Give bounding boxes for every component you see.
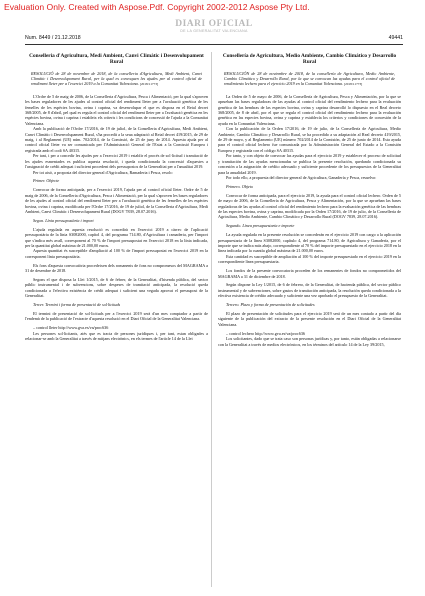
section-heading: Segundo. Línea presupuestaria e importe <box>226 223 295 229</box>
page-number: 49441 <box>388 35 403 41</box>
section-heading: Tercero. Plazo y forma de presentación de solicitudes <box>226 302 315 308</box>
logo-subtitle: DE LA GENERALITAT VALENCIANA <box>180 29 248 33</box>
paragraph: L'ajuda regulada en aquesta resolució es concedirà en l'exercici 2019 a càrrec de l'aplicació pressupostària de la línia S3082000, capítol 4, del programa 714.80, d'Agricultura i ramaderia, per l'import que s'indica més avall, corresponent al 70 % de l'import pressupostat en l'exercici 2018 en la línia indicada, per la quantitat global màxima de 21.000,00 euros. <box>25 226 208 248</box>
paragraph: La Orden de 5 de mayo de 2006, de la Consellería de Agricultura, Pesca y Alimentación, por la que se aprueban las bases reguladoras de las ayudas al control oficial del rendimiento lechero para la evaluación genética de las hembras de las especies bovina, ovina y caprina desarrolló lo dispuesto en el Real decreto 368/2005, de 8 de abril, por el que se regula el control oficial del rendimiento lechero para la evaluación genética en las especies bovina, ovina y caprina y establecía los criterios y condiciones de concesión de la ayuda en la Comunitat Valenciana. <box>218 93 401 126</box>
paragraph: Convocar de forma anticipada, per a l'exercici 2019, l'ajuda per al control oficial lleter. Ordre de 5 de maig de 2006, de la Conselleria d'Agricultura, Pesca i Alimentació, per la qual s'aproven les bases reguladores de les ajudes al control oficial del rendiment lleter per a l'avaluació genètica de les femelles de les espècies bovina, ovina i caprina, modificada per l'Ordre 17/2016, de 19 de juliol, de la Conselleria d'Agricultura, Medi Ambient, Canvi Climàtic i Desenvolupament Rural (DOGV 7839, 28.07.2016). <box>25 187 208 214</box>
procedure-link[interactable]: – control lleter http://www.gva.es/va/proc636 <box>33 325 109 331</box>
institution-heading: Conselleria d'Agricultura, Medi Ambient, Canvi Climàtic i Desenvolupament Rural <box>29 53 204 66</box>
paragraph: L'Ordre de 5 de maig de 2006, de la Conselleria d'Agricultura, Pesca i Alimentació, per la qual s'aproven les bases reguladores de les ajudes al control oficial del rendiment lleter per a l'avaluació genètica de les femelles de les espècies bovina, ovina i caprina, va desenvolupar el que es disposa en el Reial decret 368/2005, de 8 d'abril, pel qual es regula el control oficial del rendiment lleter per a l'avaluació genètica en les espècies bovina, ovina i caprina i estableix els criteris i les condicions de concessió de l'ajuda a la Comunitat Valenciana. <box>25 93 208 126</box>
paragraph: Con la publicación de la Orden 17/2016, de 19 de julio, de la Consellería de Agricultura, Medio Ambiente, Cambio Climático y Desarrollo Rural, se ha procedido a su adaptación al Real decreto 419/2015, de 29 de mayo, y al Reglamento (UE) número 702/2014 de la Comisión, de 25 de junio de 2014. Esta ayuda para el control oficial lechero fue comunicada por la Administración General del Estado a la Comisión Europea y registrada con el código SA 40315. <box>218 126 401 153</box>
logo-title: DIARI OFICIAL <box>175 19 253 29</box>
section-heading: Segon. Línia pressupostària i import <box>33 217 94 223</box>
header-rule <box>25 44 403 45</box>
paragraph: Amb la publicació de l'Ordre 17/2016, de 19 de juliol, de la Conselleria d'Agricultura, Medi Ambient, Canvi Climàtic i Desenvolupament Rural, s'ha procedit a la seua adaptació al Reial decret 419/2015, de 29 de maig, i al Reglament (UE) núm. 702/2014, de la Comissió, de 25 de juny de 2014. Aquesta ajuda per al control oficial lleter va ser comunicada per l'Administració General de l'Estat a la Comissió Europea i registrada amb el codi SA 40315. <box>25 126 208 153</box>
paragraph: Aquesta quantitat és susceptible d'ampliació al 100 % de l'import pressupostat en l'exercici 2019 en la corresponent línia pressupostària. <box>25 248 208 259</box>
paragraph: Convocar de forma anticipada, para el ejercicio 2019, la ayuda para el control oficial lechero. Orden de 5 de mayo de 2006, de la Consellería de Agricultura, Pesca y Alimentación, por la que se aprueban las bases reguladoras de las ayudas al control oficial del rendimiento lechero para la evaluación genética de las hembras de las especies bovina, ovina y caprina, modificada por la Orden 17/2016, de 19 de julio, de la Consellería de Agricultura, Medio Ambiente, Cambio Climático y Desarrollo Rural (DOGV 7839, 28.07.2016). <box>218 192 401 220</box>
issue-number: Num. 8449 / 21.12.2018 <box>25 35 81 41</box>
paragraph: Los fondos de la presente convocatoria proceden de los remanentes de fondos no comprometidos del MAGRAMA a 31 de diciembre de 2018. <box>218 268 401 279</box>
paragraph: Por todo ello, a propuesta del director general de Agricultura, Ganadería y Pesca, resuelvo: <box>226 174 377 180</box>
paragraph: Els fons d'aquesta convocatòria procedeixen dels romanents de fons no compromesos del MAGRAMA a 31 de desembre de 2018. <box>25 262 208 274</box>
reference-code: [2018/11773] <box>343 82 363 87</box>
paragraph: El plazo de presentación de solicitudes para el ejercicio 2019 será de un mes contado a partir del día siguiente de la publicación del extracto de la presente resolución en el Diari Oficial de la Generalitat Valenciana. <box>218 311 401 327</box>
resolution-summary: RESOLUCIÓ de 28 de novembre de 2018, de la conselleria d'Agricultura, Medi Ambient, Canvi Climàtic i Desenvolupament Rural, per la qual es convoquen les ajudes per al control oficial de rendiment lleter per a l'exercici 2019 a la Comunitat Valenciana. [2018/11773] <box>31 70 202 87</box>
section-heading: Primer. Objecte <box>33 178 60 184</box>
paragraph: Per tant, i per a concedir les ajudes per a l'exercici 2019 i establir el procés de sol·licitud i tramitació de les ajudes esmentades es publica aquesta resolució, i queda condicionada la concessió d'aquestes a l'assignació de crèdit adequat i suficient procedent dels pressupostos de la Generalitat per a l'anualitat 2019. <box>25 153 208 170</box>
institution-heading: Consellería de Agricultura, Medio Ambiente, Cambio Climático y Desarrollo Rural <box>222 53 397 66</box>
section-heading: Primero. Objeto <box>226 183 253 189</box>
valencian-column <box>25 53 208 342</box>
paragraph: Esta cantidad es susceptible de ampliación al 100 % del importe presupuestado en el ejercicio 2019 en la correspondiente línea presupuestaria. <box>218 253 401 265</box>
paragraph: Según dispone la Ley 1/2015, de 6 de febrero, de la Generalitat, de hacienda pública, del sector público instrumental y de subvenciones, sobre gastos de tramitación anticipada, la resolución queda condicionada a la efectiva existencia de crédito adecuado y suficiente una vez aprobado el presupuesto de la Generalitat. <box>218 282 401 299</box>
spanish-column <box>218 53 401 347</box>
paragraph: Los solicitantes, dado que se trata caso son personas jurídicas y, por tanto, están obligadas a relacionarse con la Generalitat a través de medios electrónicos, en los términos del artículo 14 de la Ley 39/2015, <box>218 336 401 347</box>
section-heading: Tercer. Termini i forma de presentació de sol·licituds <box>33 302 121 308</box>
resolution-summary: RESOLUCIÓN de 28 de noviembre de 2018, de la consellería de Agricultura, Medio Ambiente, Cambio Climático y Desarrollo Rural, por la que se convocan las ayudas para el control oficial de rendimiento lechero para el ejercicio 2019 en la Comunitat Valenciana. [2018/11773] <box>224 70 395 87</box>
paragraph: La ayuda regulada en la presente resolución se concederán en el ejercicio 2019 con cargo a la aplicación presupuestaria de la línea S3082000, capítulo 4, del programa 714.80, de Agricultura y Ganadería, por el importe que se indica más abajo, correspondiente al 70 % del importe presupuestado en el ejercicio 2018 en la línea indicada por la cuantía global máxima de 21.000,00 euros. <box>218 232 401 254</box>
column-divider <box>211 52 212 587</box>
journal-logo <box>175 19 253 33</box>
paragraph: Les persones sol·licitants, atés que es tracta de persones jurídiques i, per tant, estan obligades a relacionar-se amb la Generalitat a través de mitjans electrònics, en els termes de l'article 14 de la Llei <box>25 330 208 342</box>
paragraph: Per tot això, a proposta del director general d'Agricultura, Ramaderia i Pesca, resolc: <box>33 169 174 175</box>
paragraph: Segons el que disposa la Llei 1/2015, de 6 de febrer, de la Generalitat, d'hisenda pública, del sector públic instrumental i de subvencions, sobre despeses de tramitació anticipada, la resolució queda condicionada a l'efectiva existència de crèdit adequat i suficient una vegada aprovat el pressupost de la Generalitat. <box>25 277 208 299</box>
procedure-link[interactable]: – control lechero http://www.gva.es/va/proc636 <box>226 330 305 336</box>
reference-code: [2018/11773] <box>139 82 159 87</box>
paragraph: El termini de presentació de sol·licituds per a l'exercici 2019 serà d'un mes comptador a partir de l'endemà de la publicació de l'extracte d'aquesta resolució en el Diari Oficial de la Generalitat Valenciana. <box>25 311 208 322</box>
page-header <box>25 16 403 44</box>
evaluation-watermark: Evaluation Only. Created with Aspose.Pdf. Copyright 2002-2012 Aspose Pty Ltd. <box>4 2 310 12</box>
paragraph: Por tanto, y con objeto de convocar las ayudas para el ejercicio 2019 y establecer el proceso de solicitud y tramitación de las ayudas mencionadas se publica la presente resolución, quedando condicionada su concesión a la asignación de crédito adecuado y suficiente procedente de los presupuestos de la Generalitat para la anualidad 2019. <box>218 153 401 175</box>
